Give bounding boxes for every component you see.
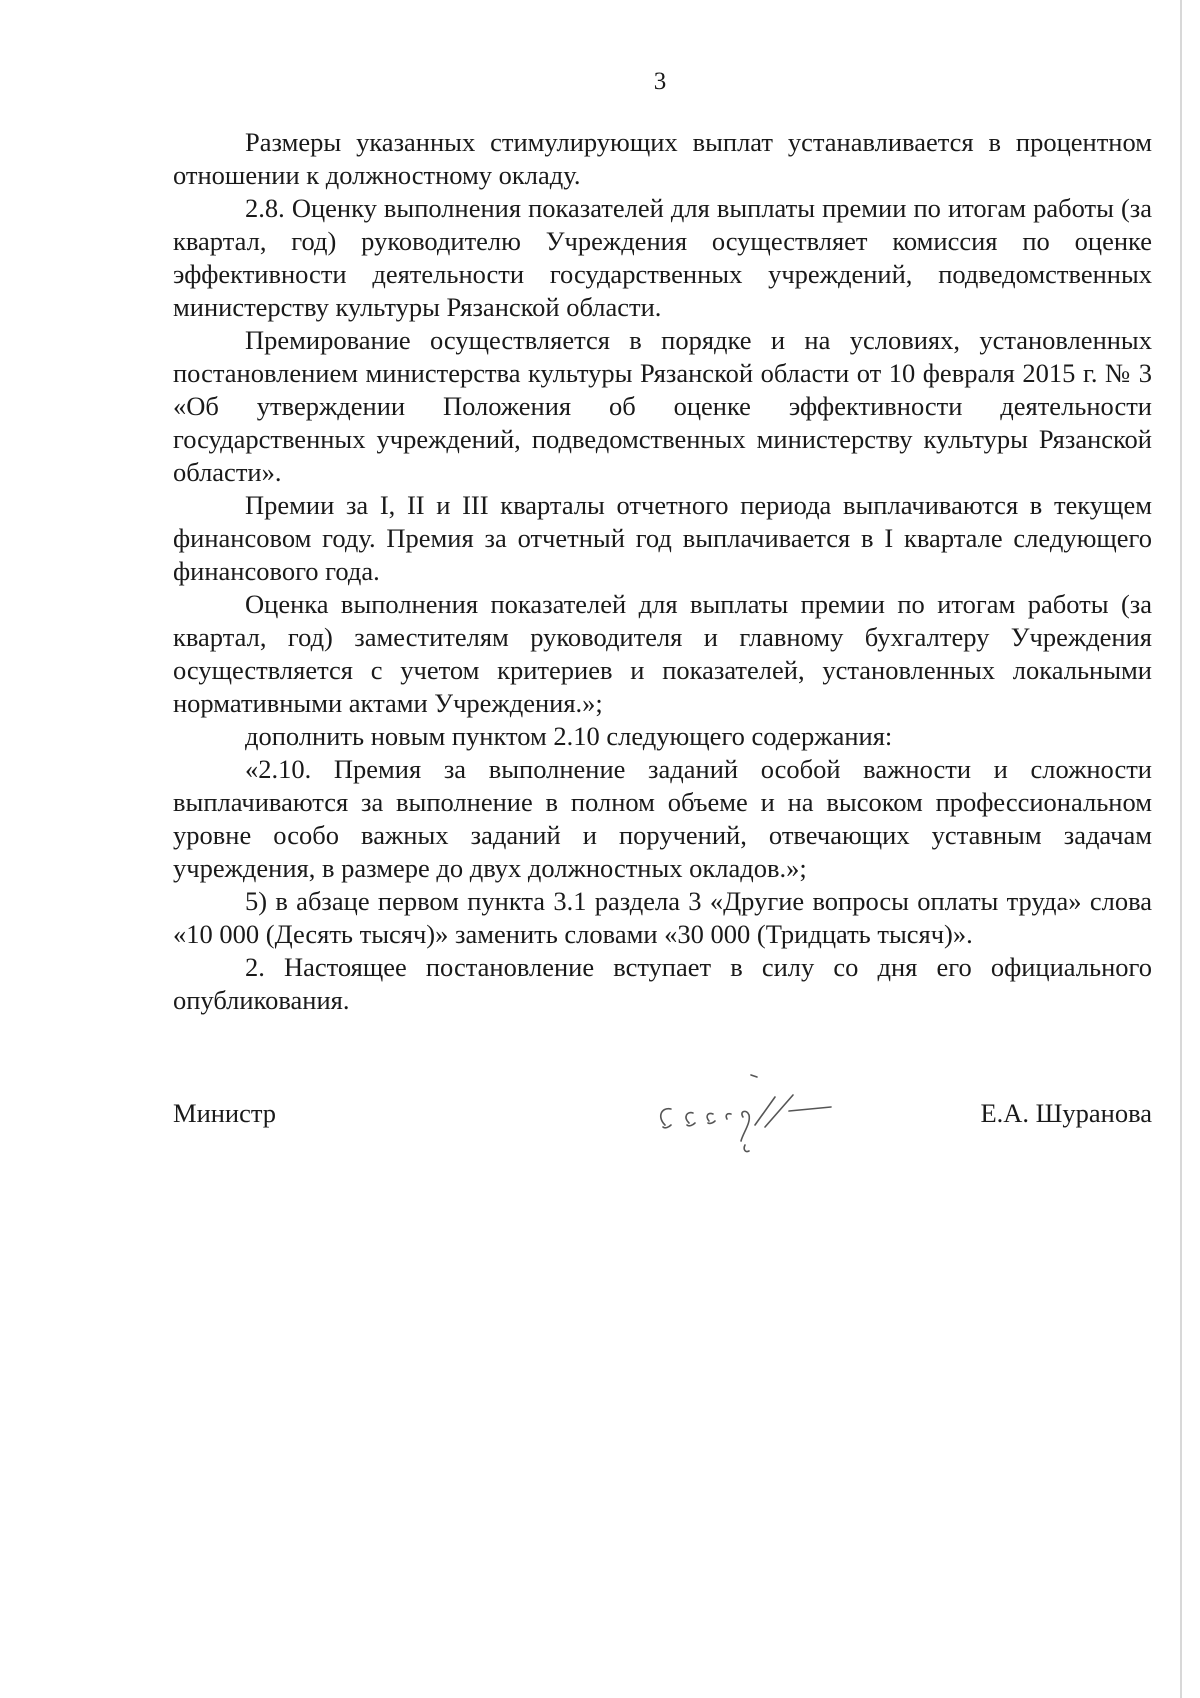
paragraph: «2.10. Премия за выполнение заданий особой важности и сложности выплачиваются за выполнение в полном объеме и на высоком профессиональном уровне особо важных заданий и поручений, отвечающих уставным задачам учреждения, в размере до двух должностных окладов.»; — [173, 754, 1152, 883]
scan-edge-line — [1180, 0, 1182, 1698]
signature-block — [173, 1097, 1152, 1157]
paragraph: Премии за I, II и III кварталы отчетного периода выплачиваются в текущем финансовом году. Премия за отчетный год выплачивается в I квартале следующего финансового года. — [173, 490, 1152, 586]
page-number: 3 — [653, 68, 667, 95]
signatory-name: Е.А. Шуранова — [980, 1098, 1152, 1128]
paragraph: Размеры указанных стимулирующих выплат устанавливается в процентном отношении к должностному окладу. — [173, 127, 1152, 190]
paragraph: 2. Настоящее постановление вступает в силу со дня его официального опубликования. — [173, 952, 1152, 1015]
document-body — [173, 126, 1152, 1017]
paragraph: Оценка выполнения показателей для выплаты премии по итогам работы (за квартал, год) заместителям руководителя и главному бухгалтеру Учреждения осуществляется с учетом критериев и показателей, установленных локальными нормативными актами Учреждения.»; — [173, 589, 1152, 718]
paragraph: дополнить новым пунктом 2.10 следующего содержания: — [245, 721, 893, 751]
handwritten-signature — [653, 1067, 883, 1157]
paragraph: 5) в абзаце первом пункта 3.1 раздела 3 «Другие вопросы оплаты труда» слова «10 000 (Десять тысяч)» заменить словами «30 000 (Тридцать тысяч)». — [173, 886, 1152, 949]
paragraph: Премирование осуществляется в порядке и на условиях, установленных постановлением министерства культуры Рязанской области от 10 февраля 2015 г. № 3 «Об утверждении Положения об оценке эффективности деятельности государственных учреждений, подведомственных министерству культуры Рязанской области». — [173, 325, 1152, 487]
paragraph: 2.8. Оценку выполнения показателей для выплаты премии по итогам работы (за квартал, год) руководителю Учреждения осуществляет комиссия по оценке эффективности деятельности государственных учреждений, подведомственных министерству культуры Рязанской области. — [173, 193, 1152, 322]
signatory-title: Министр — [173, 1098, 277, 1128]
